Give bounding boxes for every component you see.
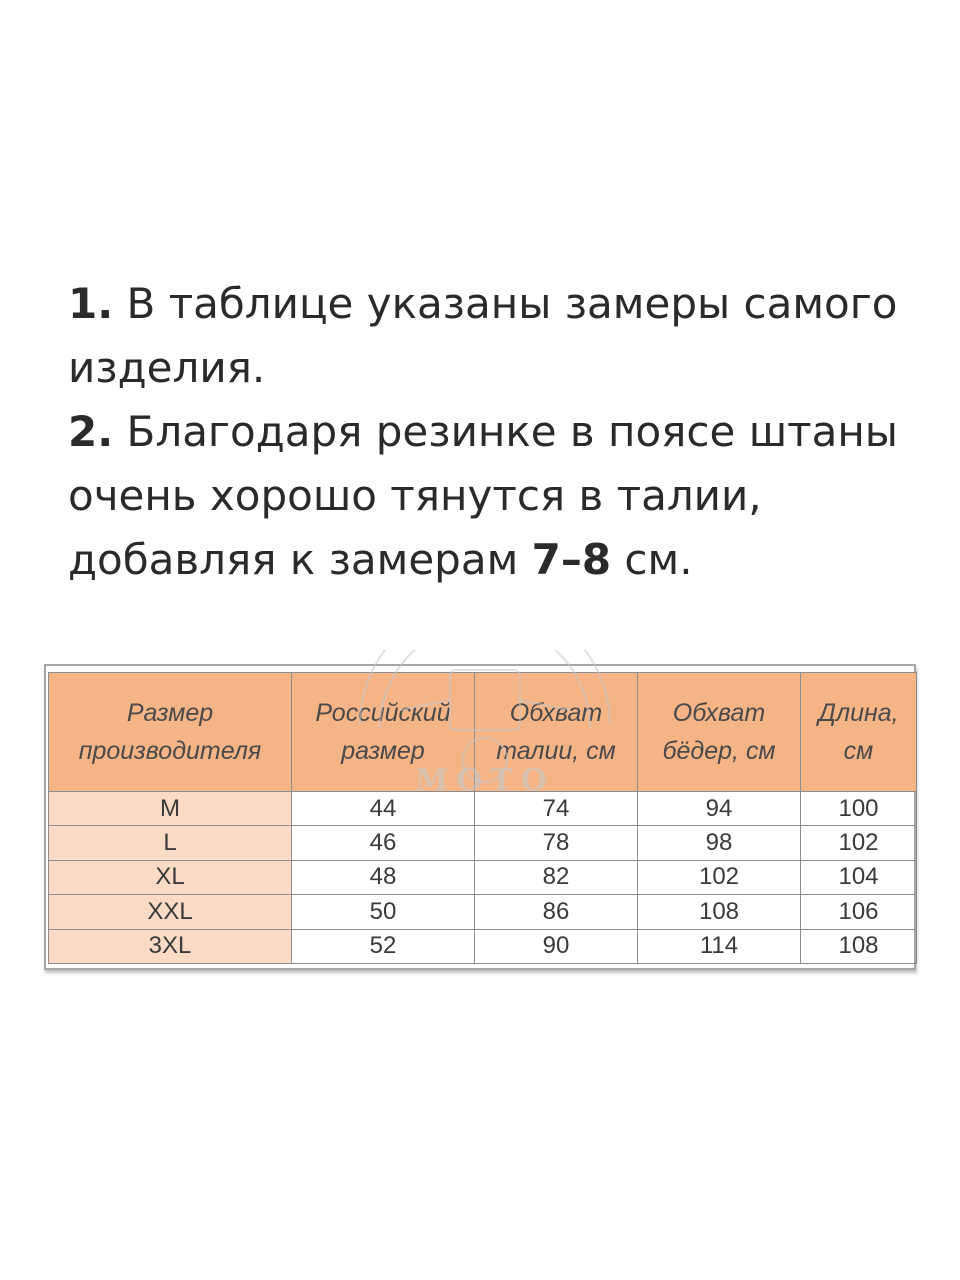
header-line: Российский bbox=[315, 699, 451, 727]
cell-waist: 74 bbox=[475, 792, 638, 826]
note-2 bbox=[68, 400, 908, 592]
cell-length: 106 bbox=[801, 895, 917, 929]
size-table bbox=[48, 672, 917, 964]
header-line: талии, см bbox=[496, 737, 616, 765]
cell-hips: 114 bbox=[638, 929, 801, 963]
header-line: размер bbox=[341, 737, 425, 765]
note-1-text: В таблице указаны замеры самого изделия. bbox=[68, 279, 898, 392]
header-line: Размер bbox=[126, 699, 214, 727]
cell-waist: 86 bbox=[475, 895, 638, 929]
cell-russian-size: 50 bbox=[292, 895, 475, 929]
header-length bbox=[801, 673, 917, 792]
cell-maker-size: M bbox=[49, 792, 292, 826]
cell-length: 104 bbox=[801, 860, 917, 894]
cell-length: 108 bbox=[801, 929, 917, 963]
cell-russian-size: 46 bbox=[292, 826, 475, 860]
note-1-number: 1. bbox=[68, 279, 114, 328]
size-table-frame bbox=[44, 664, 916, 970]
cell-length: 102 bbox=[801, 826, 917, 860]
cell-russian-size: 52 bbox=[292, 929, 475, 963]
note-1 bbox=[68, 272, 908, 400]
cell-hips: 102 bbox=[638, 860, 801, 894]
header-maker-size bbox=[49, 673, 292, 792]
table-row bbox=[49, 929, 917, 963]
note-2-text-before: Благодаря резинке в поясе штаны очень хорошо тянутся в талии, добавляя к замерам bbox=[68, 407, 898, 584]
watermark-text: МОТО bbox=[415, 763, 555, 798]
cell-hips: 108 bbox=[638, 895, 801, 929]
cell-maker-size: 3XL bbox=[49, 929, 292, 963]
cell-maker-size: XL bbox=[49, 860, 292, 894]
table-row bbox=[49, 826, 917, 860]
header-line: Длина, bbox=[818, 699, 899, 727]
cell-waist: 82 bbox=[475, 860, 638, 894]
header-line: бёдер, см bbox=[662, 737, 776, 765]
header-line: Обхват bbox=[509, 699, 603, 727]
cell-maker-size: L bbox=[49, 826, 292, 860]
header-russian-size bbox=[292, 673, 475, 792]
table-header-row bbox=[49, 673, 917, 792]
cell-hips: 98 bbox=[638, 826, 801, 860]
table-row bbox=[49, 860, 917, 894]
table-row bbox=[49, 895, 917, 929]
header-line: производителя bbox=[78, 737, 262, 765]
table-row bbox=[49, 792, 917, 826]
cell-russian-size: 44 bbox=[292, 792, 475, 826]
header-line: см bbox=[843, 737, 874, 765]
cell-waist: 78 bbox=[475, 826, 638, 860]
note-2-number: 2. bbox=[68, 407, 114, 456]
header-hips bbox=[638, 673, 801, 792]
header-waist bbox=[475, 673, 638, 792]
cell-length: 100 bbox=[801, 792, 917, 826]
notes bbox=[68, 272, 908, 592]
cell-maker-size: XXL bbox=[49, 895, 292, 929]
cell-hips: 94 bbox=[638, 792, 801, 826]
note-2-emphasis: 7–8 bbox=[531, 535, 612, 584]
cell-waist: 90 bbox=[475, 929, 638, 963]
header-line: Обхват bbox=[672, 699, 766, 727]
note-2-text-after: см. bbox=[611, 535, 693, 584]
cell-russian-size: 48 bbox=[292, 860, 475, 894]
